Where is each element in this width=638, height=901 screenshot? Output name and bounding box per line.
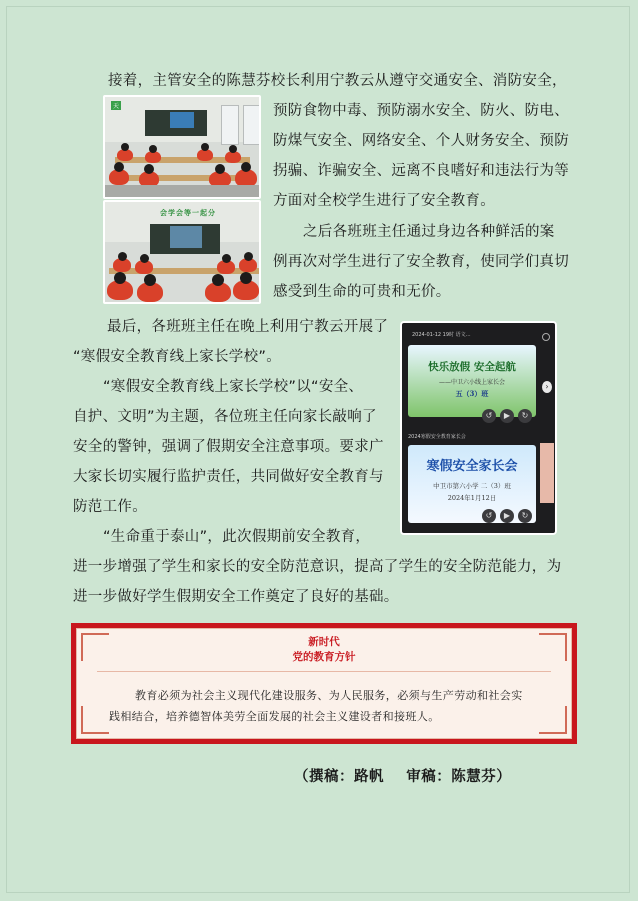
forward-icon[interactable]: ↻ <box>518 409 532 423</box>
policy-text-line-1: 教育必须为社会主义现代化建设服务、为人民服务，必须与生产劳动和社会实 <box>135 689 523 702</box>
paragraph-1-line-5: 方面对全校学生进行了安全教育。 <box>273 193 495 209</box>
phone-top-subtitle: ——中卫六小线上家长会 <box>438 379 505 386</box>
phone-timestamp: 2024-01-12 19时 语文… <box>412 332 471 338</box>
phone-bottom-caption: 2024寒假安全教育家长会 <box>408 434 466 440</box>
paragraph-2-line-3: 感受到生命的可贵和无价。 <box>273 284 451 300</box>
policy-header-line-1: 新时代 <box>308 636 340 648</box>
paragraph-5-line-1: “生命重于泰山”，此次假期前安全教育， <box>103 529 371 545</box>
education-policy-inner <box>76 628 572 739</box>
classroom-photo-1 <box>103 95 261 199</box>
policy-text-line-2: 践相结合，培养德智体美劳全面发展的社会主义建设者和接班人。 <box>109 710 440 723</box>
rewind-icon[interactable]: ↺ <box>482 409 496 423</box>
policy-divider <box>97 671 551 672</box>
paragraph-1-line-2: 预防食物中毒、预防溺水安全、防火、防电、 <box>273 103 569 119</box>
paragraph-5-line-2: 进一步增强了学生和家长的安全防范意识，提高了学生的安全防范能力，为 <box>73 559 562 575</box>
chevron-right-icon[interactable]: › <box>542 381 552 393</box>
phone-top-title: 快乐放假 安全起航 <box>428 361 516 373</box>
side-thumbnail <box>540 443 554 503</box>
paragraph-2-line-2: 例再次对学生进行了安全教育，使同学们真切 <box>273 254 569 270</box>
paragraph-1-line-3: 防煤气安全、网络安全、个人财务安全、预防 <box>273 133 569 149</box>
phone-top-banner <box>408 345 536 417</box>
paragraph-3-line-2: “寒假安全教育线上家长学校”。 <box>73 349 282 365</box>
paragraph-4-line-2: 自护、文明”为主题，各位班主任向家长敲响了 <box>73 409 377 425</box>
paragraph-4-line-4: 大家长切实履行监护责任，共同做好安全教育与 <box>73 469 384 485</box>
paragraph-4-line-5: 防范工作。 <box>73 499 147 515</box>
education-policy-box <box>71 623 577 744</box>
forward-icon-2[interactable]: ↻ <box>518 509 532 523</box>
classroom-photo-2-banner: 会学会等一起分 <box>160 209 216 217</box>
play-icon-2[interactable]: ▶ <box>500 509 514 523</box>
classroom-photo-2 <box>103 200 261 304</box>
paragraph-2-line-1: 之后各班班主任通过身边各种鲜活的案 <box>303 224 555 240</box>
settings-icon[interactable] <box>542 333 550 341</box>
play-icon[interactable]: ▶ <box>500 409 514 423</box>
rewind-icon-2[interactable]: ↺ <box>482 509 496 523</box>
phone-screenshot <box>400 321 557 535</box>
corner-ornament <box>539 706 567 734</box>
phone-bottom-title: 寒假安全家长会 <box>426 459 518 474</box>
paragraph-5-line-3: 进一步做好学生假期安全工作奠定了良好的基础。 <box>73 589 399 605</box>
paragraph-1-line-1: 接着，主管安全的陈慧芬校长利用宁教云从遵守交通安全、消防安全， <box>108 73 567 89</box>
phone-top-class: 五（3）班 <box>455 389 489 398</box>
paragraph-3-line-1: 最后，各班班主任在晚上利用宁教云开展了 <box>107 319 389 335</box>
policy-text <box>109 685 531 727</box>
phone-bottom-date: 2024年1月12日 <box>447 494 497 502</box>
paragraph-4-line-1: “寒假安全教育线上家长学校”以“安全、 <box>103 379 364 395</box>
corner-ornament <box>81 706 109 734</box>
classroom-photo-1-banner: 天 <box>113 103 120 110</box>
policy-header-line-2: 党的教育方针 <box>292 651 356 663</box>
phone-bottom-school: 中卫市第六小学 二（3）班 <box>433 482 511 490</box>
policy-header <box>77 635 571 665</box>
paragraph-4-line-3: 安全的警钟，强调了假期安全注意事项。要求广 <box>73 439 384 455</box>
paragraph-1-line-4: 拐骗、诈骗安全、远离不良嗜好和违法行为等 <box>273 163 569 179</box>
credit-line: （撰稿：路帆 审稿：陈慧芬） <box>294 769 512 785</box>
phone-bottom-banner <box>408 445 536 523</box>
